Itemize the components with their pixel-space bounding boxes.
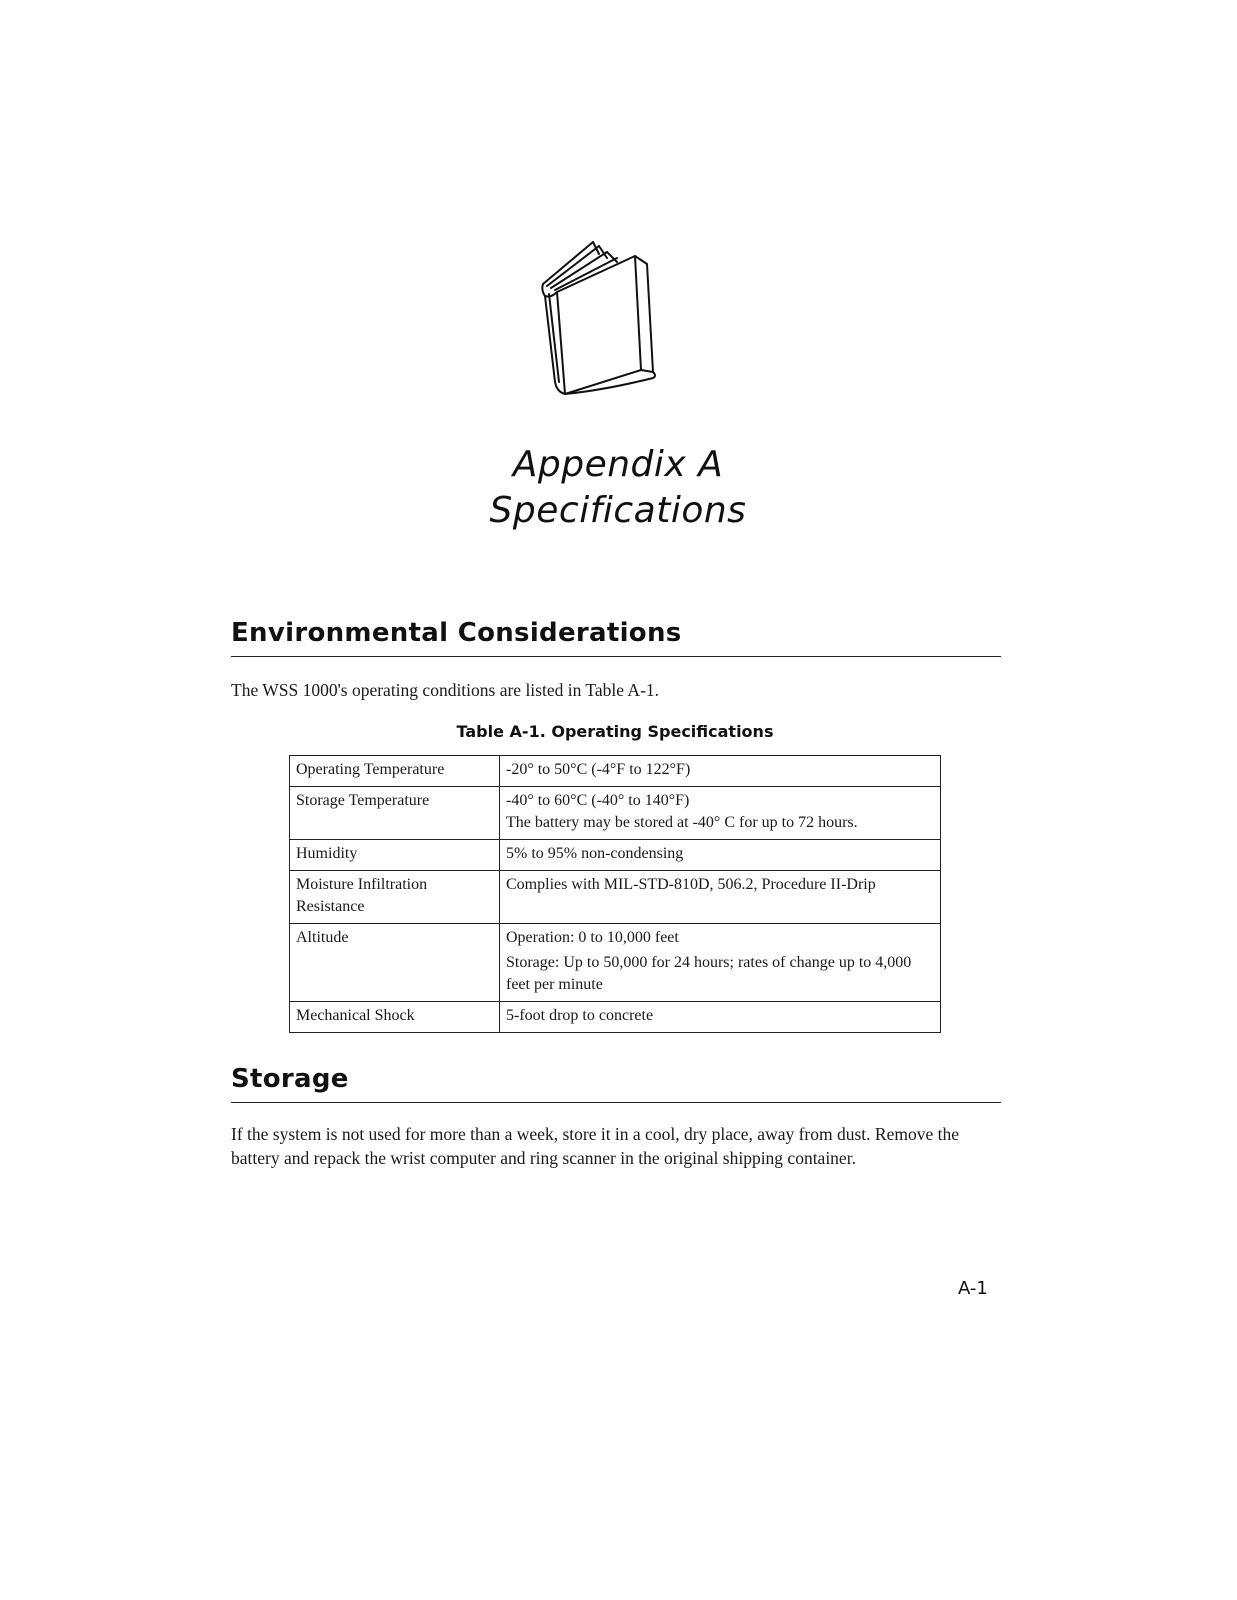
spec-value-line: Operation: 0 to 10,000 feet: [506, 929, 679, 946]
spec-label: Altitude: [290, 924, 500, 1002]
environmental-intro: The WSS 1000's operating conditions are listed in Table A-1.: [231, 680, 660, 700]
table-row: [290, 871, 941, 924]
spec-label: Operating Temperature: [290, 756, 500, 787]
section-rule: [231, 656, 1001, 657]
specifications-table: [289, 755, 941, 1033]
spec-value-line: 5-foot drop to concrete: [506, 1007, 654, 1024]
table-row: [290, 756, 941, 787]
appendix-label: Appendix A: [512, 444, 724, 485]
spec-value-line: -20° to 50°C (-4°F to 122°F): [506, 761, 691, 778]
spec-value-line: The battery may be stored at -40° C for up to 72 hours.: [506, 814, 858, 831]
appendix-subtitle: Specifications: [489, 490, 747, 531]
environmental-heading: Environmental Considerations: [231, 618, 682, 648]
table-row: [290, 1002, 941, 1033]
section-rule: [231, 1102, 1001, 1103]
spec-label: Storage Temperature: [290, 787, 500, 840]
spec-label: Moisture Infiltration Resistance: [290, 871, 500, 924]
spec-value: [500, 756, 941, 787]
spec-label: Mechanical Shock: [290, 1002, 500, 1033]
appendix-title: [400, 442, 836, 534]
book-icon: [535, 232, 665, 402]
spec-value: [500, 840, 941, 871]
table-row: [290, 924, 941, 1002]
spec-value: [500, 1002, 941, 1033]
spec-value-line: Storage: Up to 50,000 for 24 hours; rates of change up to 4,000 feet per minute: [506, 954, 912, 993]
storage-paragraph: If the system is not used for more than a week, store it in a cool, dry place, away from dust. Remove the battery and repack the wrist computer and ring scanner in the original shipping container.: [231, 1124, 959, 1168]
table-caption: Table A-1. Operating Specifications: [456, 722, 774, 741]
table-row: [290, 840, 941, 871]
spec-value-line: Complies with MIL-STD-810D, 506.2, Procedure II-Drip: [506, 876, 876, 893]
spec-value-line: 5% to 95% non-condensing: [506, 845, 684, 862]
spec-value: [500, 787, 941, 840]
table-row: [290, 787, 941, 840]
storage-heading: Storage: [231, 1064, 349, 1094]
spec-value: [500, 871, 941, 924]
spec-value: [500, 924, 941, 1002]
spec-label: Humidity: [290, 840, 500, 871]
spec-value-line: -40° to 60°C (-40° to 140°F): [506, 792, 690, 809]
page-number: A-1: [958, 1278, 988, 1299]
